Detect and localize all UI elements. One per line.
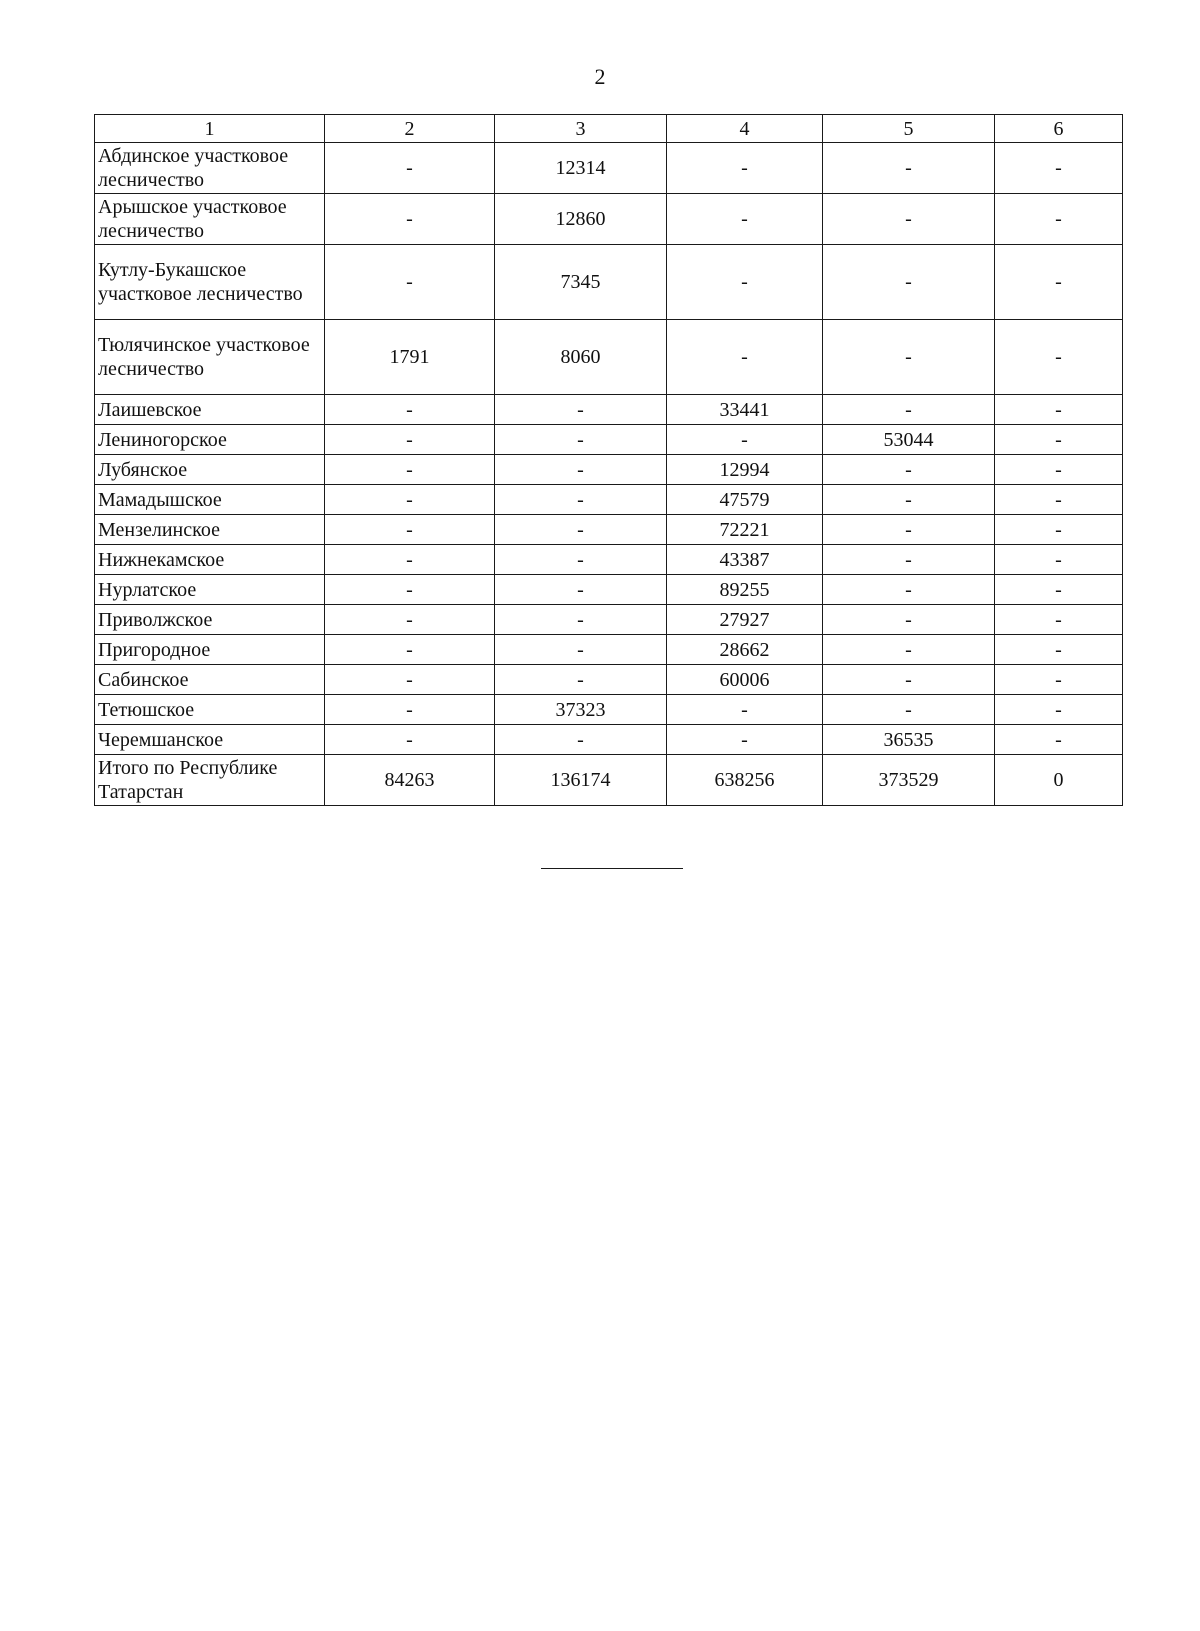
table-row [95, 725, 1123, 755]
row-name: Нурлатское [95, 575, 325, 605]
table-cell: - [995, 635, 1123, 665]
row-name: Тетюшское [95, 695, 325, 725]
forestry-table [94, 114, 1123, 806]
table-cell: 0 [995, 755, 1123, 806]
table-cell: 43387 [667, 545, 823, 575]
table-cell: - [495, 485, 667, 515]
total-row [95, 755, 1123, 806]
table-cell: - [823, 515, 995, 545]
table-row [95, 485, 1123, 515]
table-cell: 7345 [495, 245, 667, 320]
table-cell: 28662 [667, 635, 823, 665]
table-cell: 638256 [667, 755, 823, 806]
table-cell: 84263 [325, 755, 495, 806]
table-cell: - [995, 695, 1123, 725]
table-cell: 53044 [823, 425, 995, 455]
table-cell: - [667, 245, 823, 320]
row-name: Мамадышское [95, 485, 325, 515]
table-row [95, 635, 1123, 665]
table-cell: - [325, 665, 495, 695]
table-cell: - [823, 320, 995, 395]
row-name: Мензелинское [95, 515, 325, 545]
column-header: 1 [95, 115, 325, 143]
table-cell: - [995, 245, 1123, 320]
end-rule [541, 868, 683, 869]
table-cell: - [995, 485, 1123, 515]
table-cell: - [995, 725, 1123, 755]
table-cell: 72221 [667, 515, 823, 545]
table-cell: 89255 [667, 575, 823, 605]
row-name: Пригородное [95, 635, 325, 665]
table-cell: - [325, 425, 495, 455]
table-cell: 1791 [325, 320, 495, 395]
table-cell: - [995, 143, 1123, 194]
table-cell: 37323 [495, 695, 667, 725]
table-cell: - [995, 455, 1123, 485]
table-cell: - [325, 575, 495, 605]
table-cell: 12314 [495, 143, 667, 194]
table-row [95, 245, 1123, 320]
table-cell: 33441 [667, 395, 823, 425]
table-cell: - [325, 485, 495, 515]
table-cell: - [995, 425, 1123, 455]
header-row [95, 115, 1123, 143]
table-cell: - [823, 695, 995, 725]
table-row [95, 515, 1123, 545]
column-header: 5 [823, 115, 995, 143]
page-number: 2 [594, 64, 606, 89]
table-row [95, 545, 1123, 575]
table-cell: 12860 [495, 194, 667, 245]
table-row [95, 575, 1123, 605]
column-header: 3 [495, 115, 667, 143]
table-cell: - [325, 395, 495, 425]
row-name: Нижнекамское [95, 545, 325, 575]
row-name: Итого по Республике Татарстан [95, 755, 325, 806]
row-name: Сабинское [95, 665, 325, 695]
table-cell: - [325, 695, 495, 725]
row-name: Тюлячинское участковое лесничество [95, 320, 325, 395]
table-cell: - [495, 425, 667, 455]
table-cell: - [495, 665, 667, 695]
row-name: Абдинское участковое лесничество [95, 143, 325, 194]
table-cell: - [823, 665, 995, 695]
table-row [95, 425, 1123, 455]
table-cell: - [495, 635, 667, 665]
table-cell: 8060 [495, 320, 667, 395]
table-cell: - [495, 725, 667, 755]
table-cell: - [667, 725, 823, 755]
table-cell: - [495, 575, 667, 605]
row-name: Черемшанское [95, 725, 325, 755]
table-cell: - [995, 515, 1123, 545]
table-cell: - [995, 194, 1123, 245]
table-cell: - [667, 194, 823, 245]
table-cell: 136174 [495, 755, 667, 806]
table-cell: - [823, 194, 995, 245]
table-cell: - [325, 605, 495, 635]
table-cell: - [995, 605, 1123, 635]
table-cell: - [325, 194, 495, 245]
table-row [95, 455, 1123, 485]
table-row [95, 605, 1123, 635]
row-name: Лениногорское [95, 425, 325, 455]
row-name: Кутлу-Букашское участковое лесничество [95, 245, 325, 320]
row-name: Приволжское [95, 605, 325, 635]
table-cell: - [495, 545, 667, 575]
table-cell: - [667, 143, 823, 194]
table-row [95, 320, 1123, 395]
table-cell: 27927 [667, 605, 823, 635]
table-cell: - [325, 455, 495, 485]
row-name: Лубянское [95, 455, 325, 485]
table-cell: - [995, 395, 1123, 425]
table-row [95, 143, 1123, 194]
column-header: 4 [667, 115, 823, 143]
table-cell: - [325, 725, 495, 755]
table-cell: - [823, 143, 995, 194]
table-cell: - [325, 545, 495, 575]
table-cell: - [325, 245, 495, 320]
table-cell: - [823, 455, 995, 485]
table-cell: 373529 [823, 755, 995, 806]
table-cell: - [325, 635, 495, 665]
table-cell: - [823, 245, 995, 320]
table-cell: 12994 [667, 455, 823, 485]
table-cell: - [667, 695, 823, 725]
table-cell: 60006 [667, 665, 823, 695]
table-row [95, 695, 1123, 725]
table-cell: - [995, 320, 1123, 395]
table-row [95, 395, 1123, 425]
table-cell: - [325, 143, 495, 194]
table-cell: - [823, 395, 995, 425]
table-cell: - [667, 425, 823, 455]
table-cell: - [823, 485, 995, 515]
table-row [95, 194, 1123, 245]
table-cell: - [995, 665, 1123, 695]
column-header: 6 [995, 115, 1123, 143]
table-cell: - [495, 605, 667, 635]
row-name: Арышское участковое лесничество [95, 194, 325, 245]
table-cell: - [823, 605, 995, 635]
table-row [95, 665, 1123, 695]
table-cell: - [823, 635, 995, 665]
table-cell: 36535 [823, 725, 995, 755]
table-cell: - [995, 575, 1123, 605]
table-cell: - [325, 515, 495, 545]
table-cell: - [495, 455, 667, 485]
table-cell: - [495, 395, 667, 425]
table-cell: - [667, 320, 823, 395]
table-cell: - [823, 545, 995, 575]
table-cell: - [995, 545, 1123, 575]
table-cell: - [495, 515, 667, 545]
table-cell: - [823, 575, 995, 605]
column-header: 2 [325, 115, 495, 143]
table-cell: 47579 [667, 485, 823, 515]
row-name: Лаишевское [95, 395, 325, 425]
